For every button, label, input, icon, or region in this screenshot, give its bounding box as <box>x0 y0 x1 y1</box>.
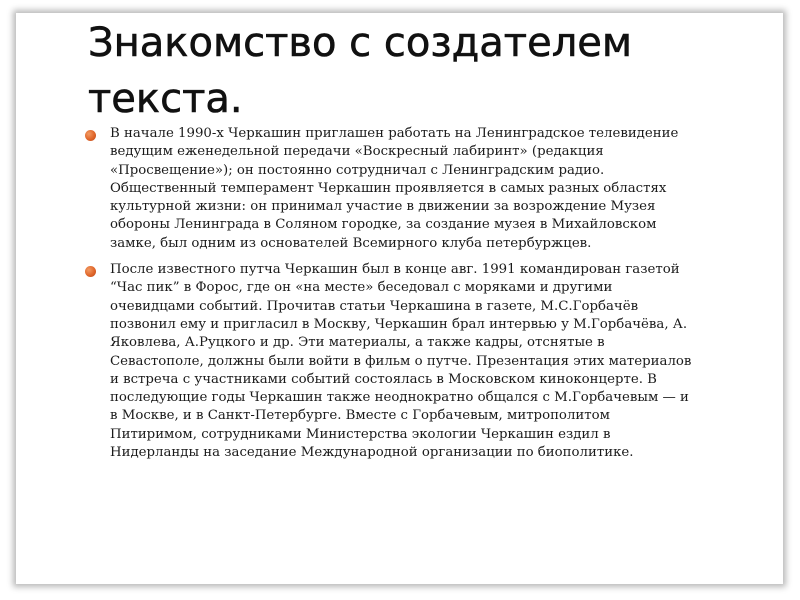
bullet-text: В начале 1990-х Черкашин приглашен работать на Ленинградское телевидение ведущим еженедельной передачи «Воскресный лабиринт» (редакция «Просвещение»); он постоянно сотрудничал с Ленинградским радио. Общественный темперамент Черкашин проявляется в самых разных областях культурной жизни: он принимал участие в движении за возрождение Музея обороны Ленинграда в Соляном городке, за создание музея в Михайловском замке, был одним из основателей Всемирного клуба петербуржцев. <box>110 126 679 251</box>
bullet-list <box>84 125 764 470</box>
bullet-item <box>84 125 764 253</box>
slide <box>16 13 783 584</box>
bullet-text: После известного путча Черкашин был в конце авг. 1991 командирован газетой “Час пик” в Форос, где он «на месте» беседовал с моряками и другими очевидцами событий. Прочитав статьи Черкашина в газете, М.С.Горбачёв позвонил ему и пригласил в Москву, Черкашин брал интервью у М.Горбачёва, А. Яковлева, А.Руцкого и др. Эти материалы, а также кадры, отснятые в Севастополе, должны были войти в фильм о путче. Презентация этих материалов и встреча с участниками событий состоялась в Московском киноконцерте. В последующие годы Черкашин также неоднократно общался с М.Горбачевым — и в Москве, и в Санкт-Петербурге. Вместе с Горбачевым, митрополитом Питиримом, сотрудниками Министерства экологии Черкашин ездил в Нидерланды на заседание Международной организации по биополитике. <box>110 262 692 461</box>
bullet-dot-icon <box>85 130 96 141</box>
bullet-dot-icon <box>85 266 96 277</box>
slide-title: Знакомство с создателем текста. <box>88 20 633 122</box>
bullet-item <box>84 261 764 462</box>
